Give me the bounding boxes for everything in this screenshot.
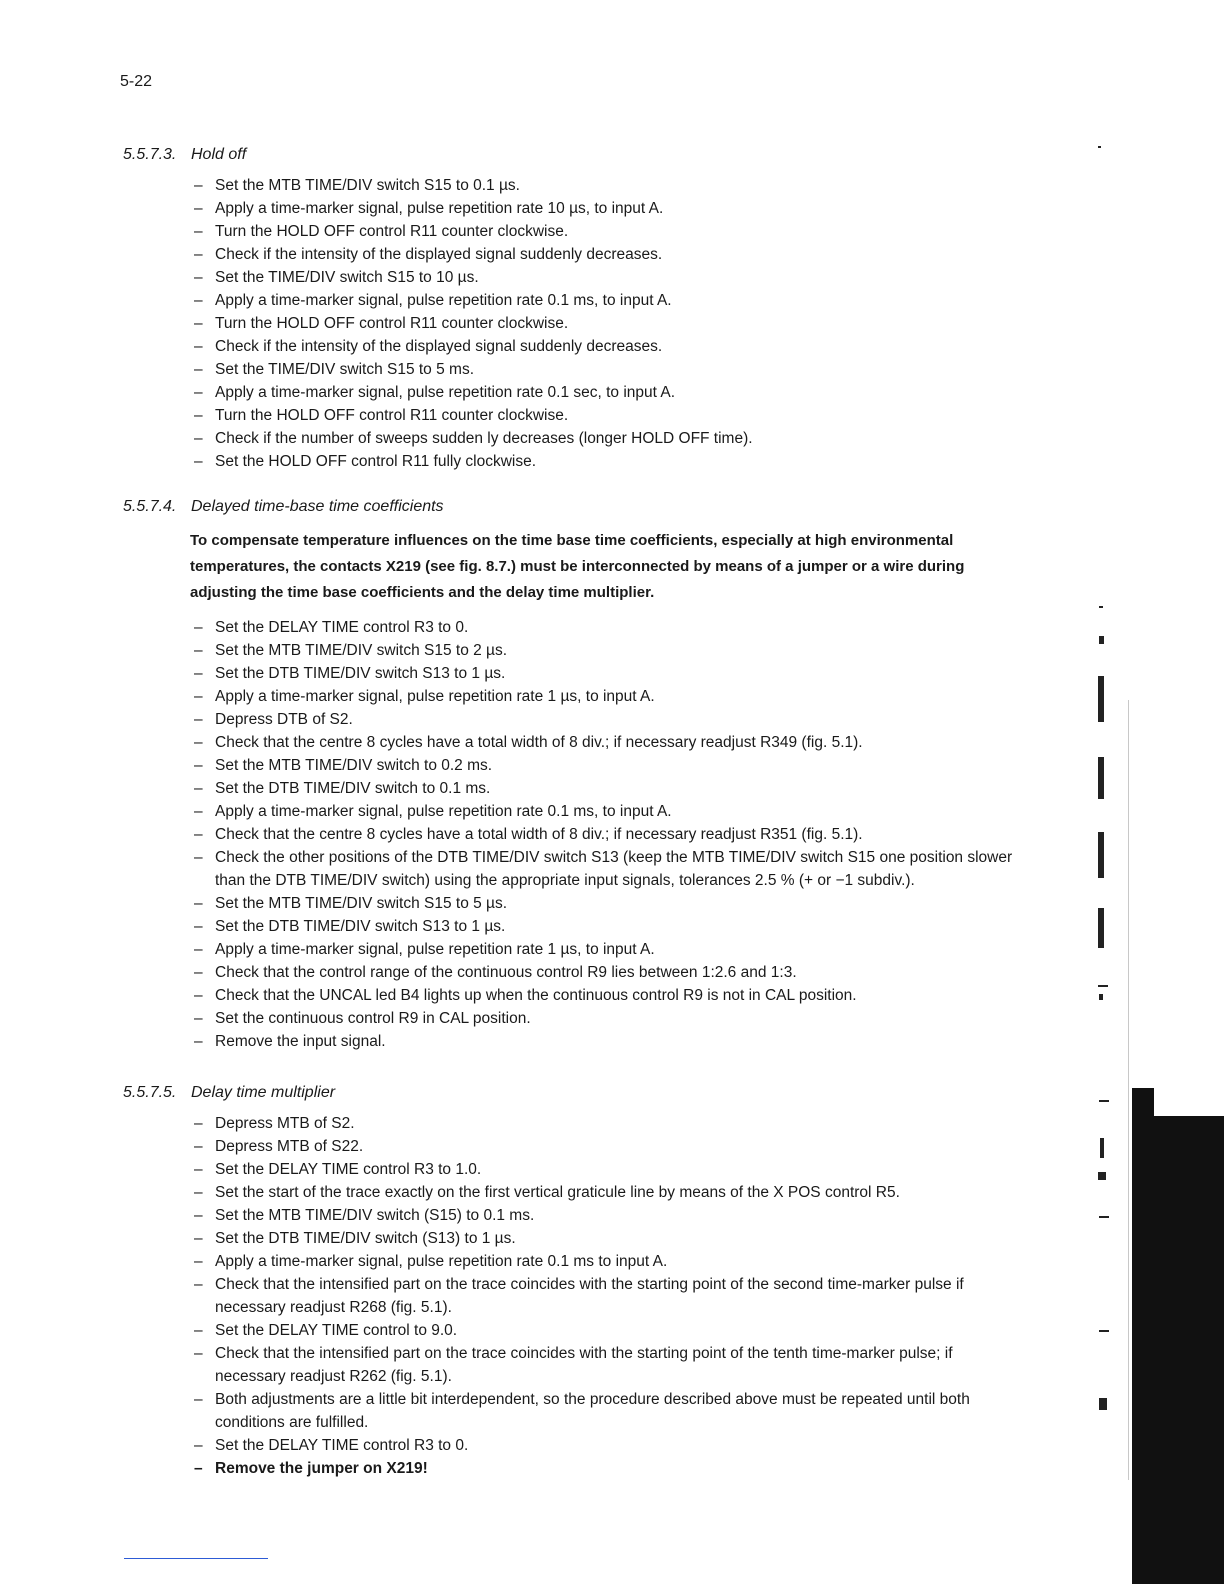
list-item: – Check if the intensity of the displayed signal suddenly decreases. [215,243,1015,266]
section-number: 5.5.7.5. [123,1084,177,1101]
section-hold-off [0,146,1224,473]
section-number: 5.5.7.3. [123,146,177,163]
section-heading [0,1084,1224,1106]
page-number: 5-22 [120,73,153,90]
list-item: – Set the MTB TIME/DIV switch to 0.2 ms. [215,754,1015,777]
section-delay-time-multiplier [0,1084,1224,1480]
list-item: – Set the DTB TIME/DIV switch to 0.1 ms. [215,777,1015,800]
scan-edge-notch [1154,1088,1224,1116]
list-item: – Set the DELAY TIME control R3 to 1.0. [215,1158,1015,1181]
section-number: 5.5.7.4. [123,498,177,515]
footer-rule [124,1558,268,1559]
scan-edge-line [1128,700,1129,1480]
section-heading [0,146,1224,168]
list-item: – Set the TIME/DIV switch S15 to 10 µs. [215,266,1015,289]
list-item: – Set the continuous control R9 in CAL position. [215,1007,1015,1030]
step-list [0,1112,1015,1480]
section-title: Delayed time-base time coefficients [191,498,444,515]
list-item: – Depress MTB of S22. [215,1135,1015,1158]
section-delayed-time-base [0,498,1224,1053]
list-item: – Remove the input signal. [215,1030,1015,1053]
list-item: – Apply a time-marker signal, pulse repetition rate 10 µs, to input A. [215,197,1015,220]
step-list [0,616,1015,1053]
list-item: – Turn the HOLD OFF control R11 counter clockwise. [215,312,1015,335]
list-item: – Apply a time-marker signal, pulse repetition rate 1 µs, to input A. [215,938,1015,961]
list-item: – Check the other positions of the DTB TIME/DIV switch S13 (keep the MTB TIME/DIV switch S15 one position slower than the DTB TIME/DIV switch) using the appropriate input signals, tolerances 2.5 % (+ or −1 subdiv.). [215,846,1015,892]
list-item: – Set the MTB TIME/DIV switch S15 to 2 µs. [215,639,1015,662]
list-item: – Depress DTB of S2. [215,708,1015,731]
list-item: – Set the start of the trace exactly on the first vertical graticule line by means of the X POS control R5. [215,1181,1015,1204]
list-item: – Check if the intensity of the displayed signal suddenly decreases. [215,335,1015,358]
list-item: – Apply a time-marker signal, pulse repetition rate 0.1 ms, to input A. [215,289,1015,312]
list-item: – Turn the HOLD OFF control R11 counter clockwise. [215,220,1015,243]
list-item: – Set the DELAY TIME control R3 to 0. [215,1434,1015,1457]
list-item: – Check that the intensified part on the trace coincides with the starting point of the second time-marker pulse if necessary readjust R268 (fig. 5.1). [215,1273,1015,1319]
section-heading [0,498,1224,520]
scan-edge-marks [1090,0,1120,1584]
list-item: – Apply a time-marker signal, pulse repetition rate 0.1 ms, to input A. [215,800,1015,823]
list-item: – Set the DTB TIME/DIV switch S13 to 1 µs. [215,915,1015,938]
list-item: – Both adjustments are a little bit interdependent, so the procedure described above must be repeated until both conditions are fulfilled. [215,1388,1015,1434]
list-item: – Set the TIME/DIV switch S15 to 5 ms. [215,358,1015,381]
list-item: – Set the DELAY TIME control to 9.0. [215,1319,1015,1342]
list-item: – Apply a time-marker signal, pulse repetition rate 0.1 sec, to input A. [215,381,1015,404]
list-item: – Check that the centre 8 cycles have a total width of 8 div.; if necessary readjust R349 (fig. 5.1). [215,731,1015,754]
list-item: – Check if the number of sweeps sudden ly decreases (longer HOLD OFF time). [215,427,1015,450]
list-item: – Set the HOLD OFF control R11 fully clockwise. [215,450,1015,473]
list-item: – Set the DTB TIME/DIV switch S13 to 1 µs. [215,662,1015,685]
scan-edge-bar [1132,1088,1224,1584]
list-item: – Apply a time-marker signal, pulse repetition rate 0.1 ms to input A. [215,1250,1015,1273]
list-item: – Set the DELAY TIME control R3 to 0. [215,616,1015,639]
list-item: – Depress MTB of S2. [215,1112,1015,1135]
section-title: Delay time multiplier [191,1084,336,1101]
list-item: – Remove the jumper on X219! [215,1457,1015,1480]
list-item: – Set the MTB TIME/DIV switch S15 to 0.1 µs. [215,174,1015,197]
section-title: Hold off [191,146,247,163]
step-list [0,174,1015,473]
list-item: – Turn the HOLD OFF control R11 counter clockwise. [215,404,1015,427]
list-item: – Apply a time-marker signal, pulse repetition rate 1 µs, to input A. [215,685,1015,708]
list-item: – Set the DTB TIME/DIV switch (S13) to 1 µs. [215,1227,1015,1250]
list-item: – Set the MTB TIME/DIV switch S15 to 5 µs. [215,892,1015,915]
intro-paragraph: To compensate temperature influences on the time base time coefficients, especially at high environmental temperatures, the contacts X219 (see fig. 8.7.) must be interconnected by means of a jumper or a wire during adjusting the time base coefficients and the delay time multiplier. [190,532,965,601]
list-item: – Check that the intensified part on the trace coincides with the starting point of the tenth time-marker pulse; if necessary readjust R262 (fig. 5.1). [215,1342,1015,1388]
list-item: – Set the MTB TIME/DIV switch (S15) to 0.1 ms. [215,1204,1015,1227]
list-item: – Check that the control range of the continuous control R9 lies between 1:2.6 and 1:3. [215,961,1015,984]
list-item: – Check that the UNCAL led B4 lights up when the continuous control R9 is not in CAL position. [215,984,1015,1007]
list-item: – Check that the centre 8 cycles have a total width of 8 div.; if necessary readjust R351 (fig. 5.1). [215,823,1015,846]
